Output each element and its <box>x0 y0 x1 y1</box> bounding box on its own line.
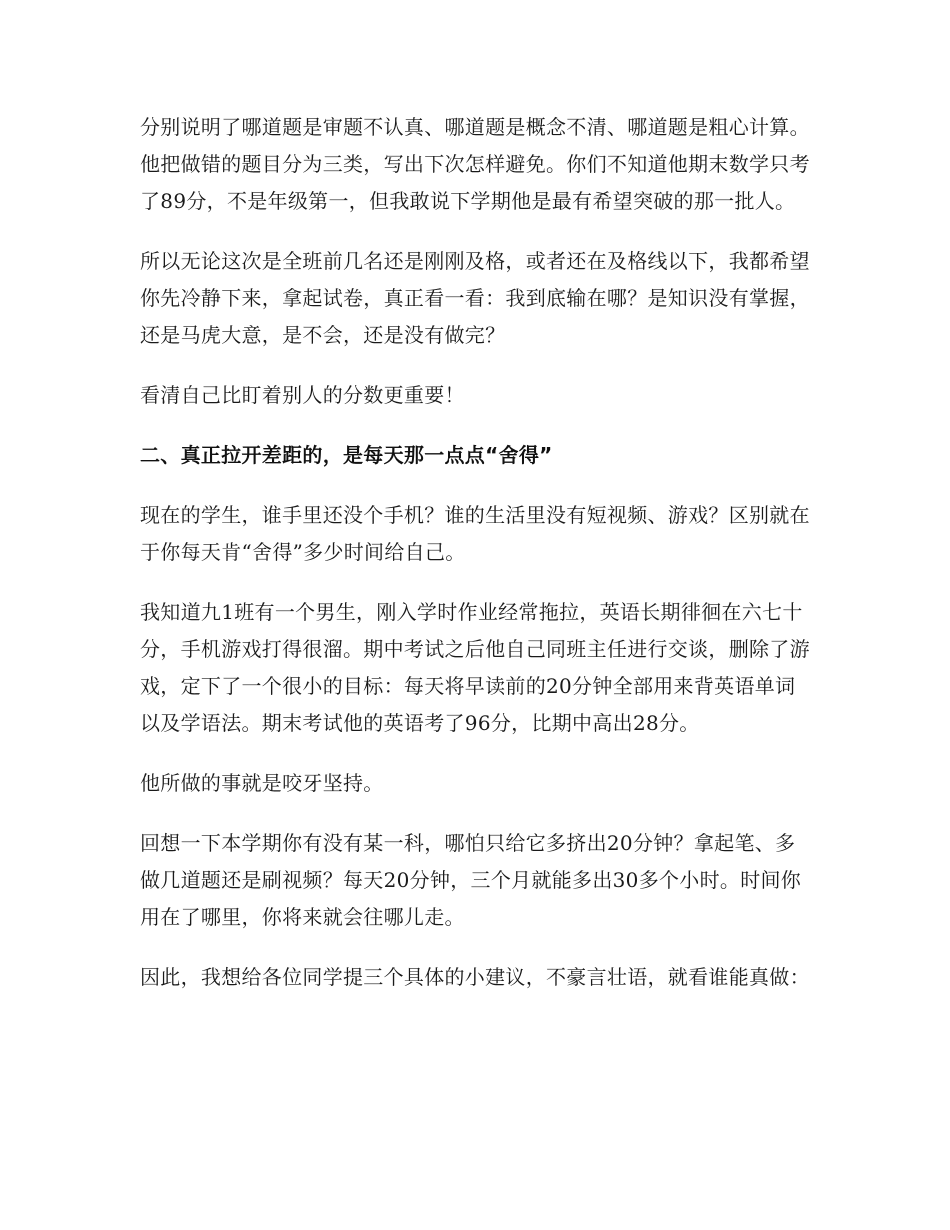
paragraph-persistence: 他所做的事就是咬牙坚持。 <box>140 771 384 795</box>
paragraph-twenty-minutes: 回想一下本学期你有没有某一科，哪怕只给它多挤出20分钟？拿起笔、多做几道题还是刷视频？每天20分钟，三个月就能多出30多个小时。时间你用在了哪里，你将来就会往哪儿走。 <box>140 831 802 929</box>
document-body <box>140 109 812 1019</box>
paragraph-calm-review: 所以无论这次是全班前几名还是刚刚及格，或者还在及格线以下，我都希望你先冷静下来，拿起试卷，真正看一看：我到底输在哪？是知识没有掌握，还是马虎大意，是不会，还是没有做完？ <box>140 249 810 347</box>
section-heading: 二、真正拉开差距的，是每天那一点点“舍得” <box>140 443 553 467</box>
paragraph-error-analysis: 分别说明了哪道题是审题不认真、哪道题是概念不清、哪道题是粗心计算。他把做错的题目分为三类，写出下次怎样避免。你们不知道他期末数学只考了89分，不是年级第一，但我敢说下学期他是最有希望突破的那一批人。 <box>140 115 810 213</box>
paragraph-phones-games: 现在的学生，谁手里还没个手机？谁的生活里没有短视频、游戏？区别就在于你每天肯“舍得”多少时间给自己。 <box>140 503 810 564</box>
paragraph-student-example: 我知道九1班有一个男生，刚入学时作业经常拖拉，英语长期徘徊在六七十分，手机游戏打得很溜。期中考试之后他自己同班主任进行交谈，删除了游戏，定下了一个很小的目标：每天将早读前的20分钟全部用来背英语单词以及学语法。期末考试他的英语考了96分，比期中高出28分。 <box>140 600 810 735</box>
paragraph-suggestions-intro: 因此，我想给各位同学提三个具体的小建议，不豪言壮语，就看谁能真做： <box>140 965 810 989</box>
paragraph-see-yourself: 看清自己比盯着别人的分数更重要！ <box>140 383 465 407</box>
